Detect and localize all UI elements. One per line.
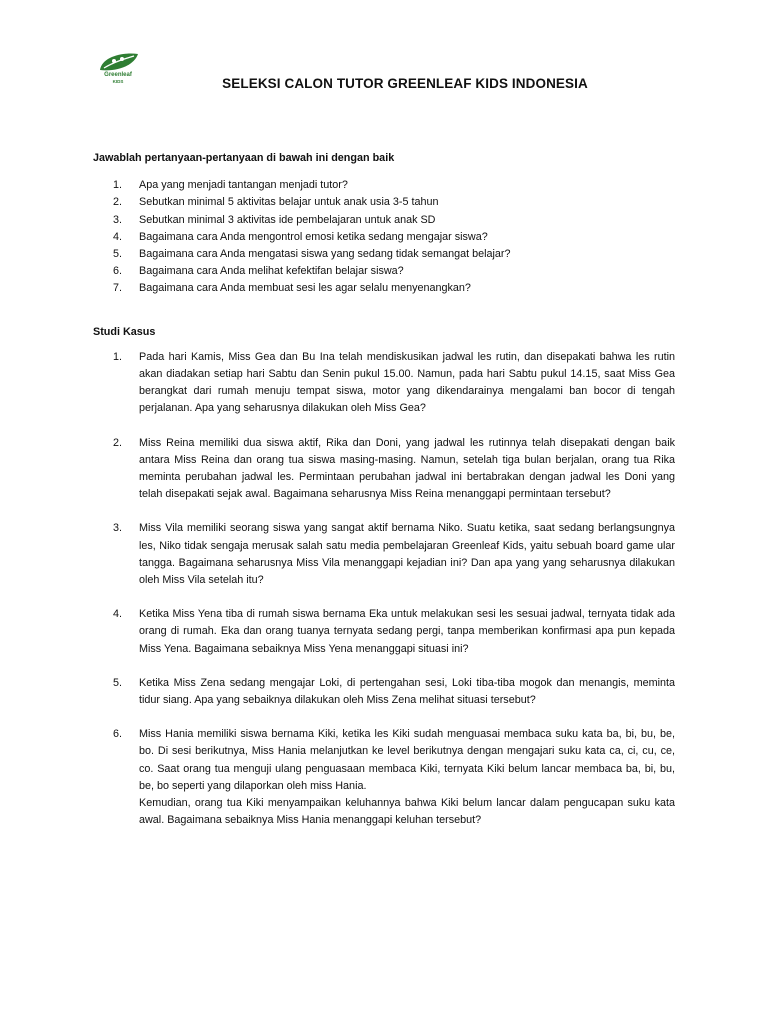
question-item bbox=[93, 177, 675, 194]
logo-brand-text: Greenleaf bbox=[104, 72, 132, 78]
case-study-list bbox=[93, 349, 675, 830]
case-number: 4. bbox=[113, 608, 123, 621]
greenleaf-kids-logo bbox=[94, 50, 142, 90]
leaf-icon bbox=[94, 50, 142, 74]
case-text-continued: Kemudian, orang tua Kiki menyampaikan keluhannya bahwa Kiki belum lancar dalam pengucapan suku kata awal. Bagaimana sebaiknya Miss Hania menanggapi keluhan tersebut? bbox=[139, 797, 675, 827]
question-item bbox=[93, 229, 675, 246]
question-text: Bagaimana cara Anda membuat sesi les agar selalu menyenangkan? bbox=[139, 282, 471, 295]
question-number: 6. bbox=[113, 265, 123, 278]
questions-list bbox=[93, 177, 675, 297]
case-number: 5. bbox=[113, 676, 123, 689]
question-item bbox=[93, 246, 675, 263]
question-number: 7. bbox=[113, 282, 123, 295]
case-item bbox=[93, 349, 675, 418]
document-body bbox=[93, 150, 675, 847]
case-number: 2. bbox=[113, 436, 123, 449]
question-text: Bagaimana cara Anda mengatasi siswa yang sedang tidak semangat belajar? bbox=[139, 248, 511, 261]
question-item bbox=[93, 263, 675, 280]
page-title: SELEKSI CALON TUTOR GREENLEAF KIDS INDONESIA bbox=[222, 76, 588, 91]
case-number: 3. bbox=[113, 522, 123, 535]
case-item bbox=[93, 675, 675, 709]
question-item bbox=[93, 212, 675, 229]
question-text: Sebutkan minimal 5 aktivitas belajar untuk anak usia 3-5 tahun bbox=[139, 196, 439, 209]
case-item bbox=[93, 726, 675, 829]
case-number: 6. bbox=[113, 728, 123, 741]
case-study-heading: Studi Kasus bbox=[93, 325, 156, 338]
logo-sub-text: KIDS bbox=[112, 79, 124, 84]
question-text: Sebutkan minimal 3 aktivitas ide pembelajaran untuk anak SD bbox=[139, 213, 436, 226]
case-text: Ketika Miss Yena tiba di rumah siswa bernama Eka untuk melakukan sesi les sesuai jadwal, ternyata tidak ada orang di rumah. Eka dan orang tuanya ternyata sedang pergi, tanpa memberikan konfirmasi apa pun kepada Miss Yena. Bagaimana sebaiknya Miss Yena menanggapi situasi ini? bbox=[139, 608, 675, 655]
case-text: Miss Vila memiliki seorang siswa yang sangat aktif bernama Niko. Suatu ketika, saat sedang berlangsungnya les, Niko tidak sengaja merusak salah satu media pembelajaran Greenleaf Kids, yaitu sebuah board game ular tangga. Bagaimana seharusnya Miss Vila menanggapi kejadian ini? Dan apa yang yang seharusnya dilakukan oleh Miss Vila setelah itu? bbox=[139, 522, 675, 587]
case-text: Miss Reina memiliki dua siswa aktif, Rika dan Doni, yang jadwal les rutinnya telah disepakati dengan baik antara Miss Reina dan orang tua siswa masing-masing. Namun, setelah tiga bulan berjalan, orang tua Rika meminta perubahan jadwal les. Permintaan perubahan jadwal ini bertabrakan dengan jadwal les Doni yang telah disepakati sejak awal. Bagaimana seharusnya Miss Reina menanggapi permintaan tersebut? bbox=[139, 436, 675, 501]
case-text: Miss Hania memiliki siswa bernama Kiki, ketika les Kiki sudah menguasai membaca suku kata ba, bi, bu, be, bo. Di sesi berikutnya, Miss Hania melanjutkan ke level berikutnya dengan mengajari suku kata ca, ci, cu, ce, co. Saat orang tua menguji ulang penguasaan membaca Kiki, ternyata Kiki belum lancar membaca ba, bi, bu, be, bo seperti yang dilaporkan oleh miss Hania. bbox=[139, 728, 675, 792]
question-number: 4. bbox=[113, 230, 123, 243]
case-number: 1. bbox=[113, 350, 123, 363]
case-text: Ketika Miss Zena sedang mengajar Loki, di pertengahan sesi, Loki tiba-tiba mogok dan menangis, meminta tidur siang. Apa yang sebaiknya dilakukan oleh Miss Zena melihat situasi tersebut? bbox=[139, 676, 675, 707]
case-text: Pada hari Kamis, Miss Gea dan Bu Ina telah mendiskusikan jadwal les rutin, dan disepakati bahwa les rutin akan diadakan setiap hari Sabtu dan Senin pukul 15.00. Namun, pada hari Sabtu pukul 14.15, saat Miss Gea berangkat dari rumah menuju tempat siswa, motor yang dikendarainya mengalami ban bocor di tengah perjalanan. Apa yang seharusnya dilakukan oleh Miss Gea? bbox=[139, 350, 675, 415]
question-number: 5. bbox=[113, 248, 123, 261]
question-number: 3. bbox=[113, 213, 123, 226]
question-item bbox=[93, 280, 675, 297]
question-text: Bagaimana cara Anda melihat kefektifan belajar siswa? bbox=[139, 265, 404, 278]
case-item bbox=[93, 520, 675, 589]
question-number: 1. bbox=[113, 179, 123, 192]
question-number: 2. bbox=[113, 196, 123, 209]
case-item bbox=[93, 606, 675, 658]
question-text: Bagaimana cara Anda mengontrol emosi ketika sedang mengajar siswa? bbox=[139, 230, 488, 243]
question-text: Apa yang menjadi tantangan menjadi tutor? bbox=[139, 179, 348, 192]
question-item bbox=[93, 194, 675, 211]
case-item bbox=[93, 435, 675, 504]
instructions-heading: Jawablah pertanyaan-pertanyaan di bawah ini dengan baik bbox=[93, 152, 395, 164]
